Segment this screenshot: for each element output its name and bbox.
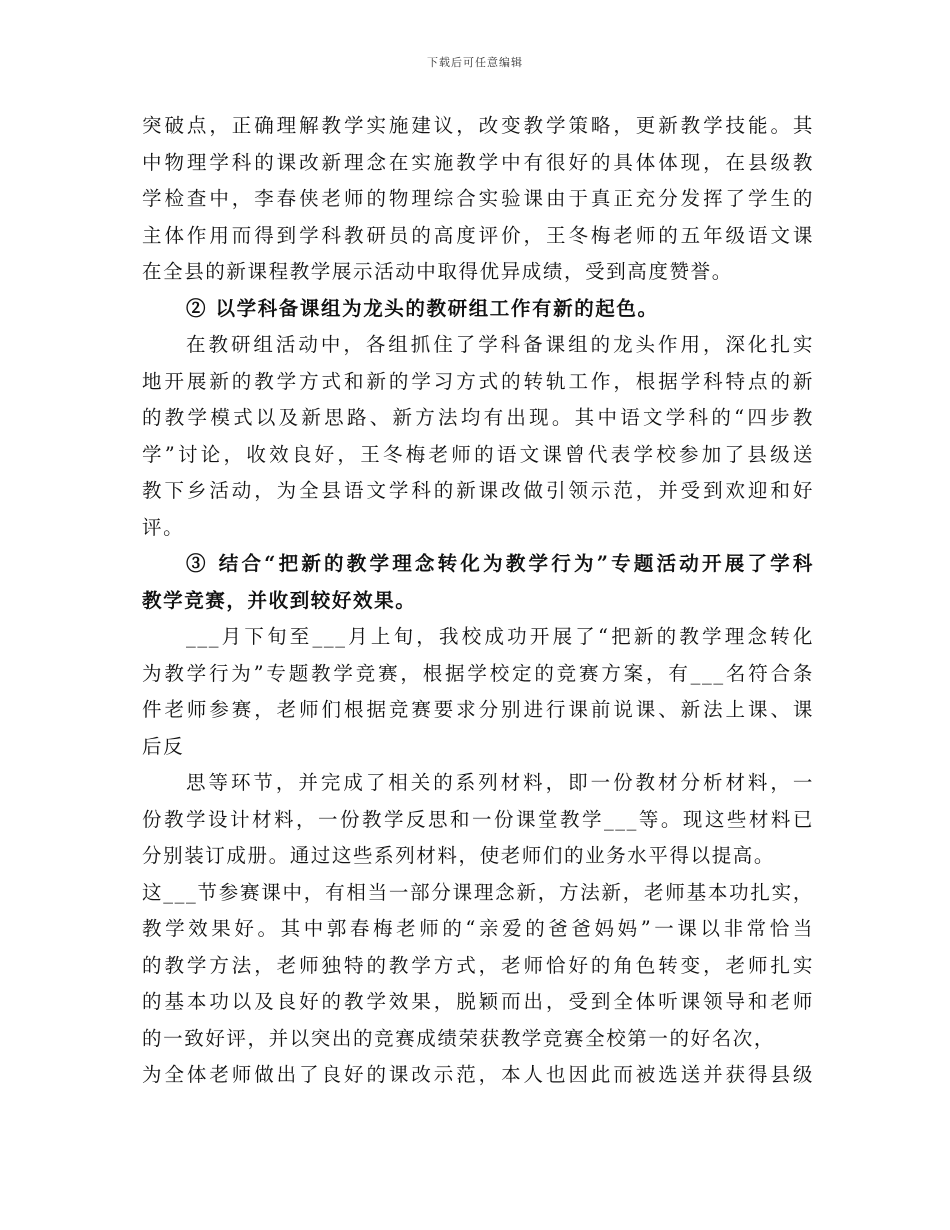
text-line: 份教学设计材料，一份教学反思和一份课堂教学___等。现这些材料已 [142, 807, 814, 831]
section-heading: ③ 结合“把新的教学理念转化为教学行为”专题活动开展了学科 [186, 552, 814, 575]
text-line: 的教学方法，老师独特的教学方式，老师恰好的角色转变，老师扎实 [142, 953, 814, 977]
section-heading: 教学竞赛，并收到较好效果。 [142, 588, 417, 612]
text-line: 在全县的新课程教学展示活动中取得优异成绩，受到高度赞誉。 [142, 260, 733, 283]
text-line: 学”讨论，收效良好，王冬梅老师的语文课曾代表学校参加了县级送 [142, 442, 814, 466]
text-line: 为全体老师做出了良好的课改示范，本人也因此而被选送并获得县级 [142, 1063, 814, 1086]
page-header: 下载后可任意编辑 [427, 56, 523, 69]
text-line: 中物理学科的课改新理念在实施教学中有很好的具体体现，在县级教 [142, 150, 814, 174]
text-line: 的教学模式以及新思路、新方法均有出现。其中语文学科的“四步教 [142, 406, 814, 429]
text-line: 评。 [142, 515, 185, 539]
text-line: 在教研组活动中，各组抓住了学科备课组的龙头作用，深化扎实 [186, 333, 814, 356]
text-line: 的基本功以及良好的教学效果，脱颖而出，受到全体听课领导和老师 [142, 990, 814, 1013]
text-line: 突破点，正确理解教学实施建议，改变教学策略，更新教学技能。其 [142, 114, 814, 137]
section-heading: ② 以学科备课组为龙头的教研组工作有新的起色。 [186, 296, 659, 320]
text-line: 教下乡活动，为全县语文学科的新课改做引领示范，并受到欢迎和好 [142, 479, 814, 502]
text-line: 学检查中，李春侠老师的物理综合实验课由于真正充分发挥了学生的 [142, 187, 814, 210]
text-line: 主体作用而得到学科教研员的高度评价，王冬梅老师的五年级语文课 [142, 223, 814, 247]
text-line: 后反 [142, 734, 185, 758]
text-line: 地开展新的教学方式和新的学习方式的转轨工作，根据学科特点的新 [142, 369, 814, 393]
text-line: 这___节参赛课中，有相当一部分课理念新，方法新，老师基本功扎实， [142, 880, 814, 904]
text-line: 思等环节，并完成了相关的系列材料，即一份教材分析材料，一 [186, 771, 814, 794]
text-line: 分别装订成册。通过这些系列材料，使老师们的业务水平得以提高。 [142, 844, 776, 867]
text-line: 为教学行为”专题教学竞赛，根据学校定的竞赛方案，有___名符合条 [142, 661, 814, 685]
text-line: 件老师参赛，老师们根据竞赛要求分别进行课前说课、新法上课、课 [142, 698, 814, 721]
text-line: 教学效果好。其中郭春梅老师的“亲爱的爸爸妈妈”一课以非常恰当 [142, 917, 814, 940]
text-line: ___月下旬至___月上旬，我校成功开展了“把新的教学理念转化 [186, 625, 814, 648]
document-body [142, 108, 814, 1094]
text-line: 的一致好评，并以突出的竞赛成绩荣获教学竞赛全校第一的好名次， [142, 1026, 776, 1050]
